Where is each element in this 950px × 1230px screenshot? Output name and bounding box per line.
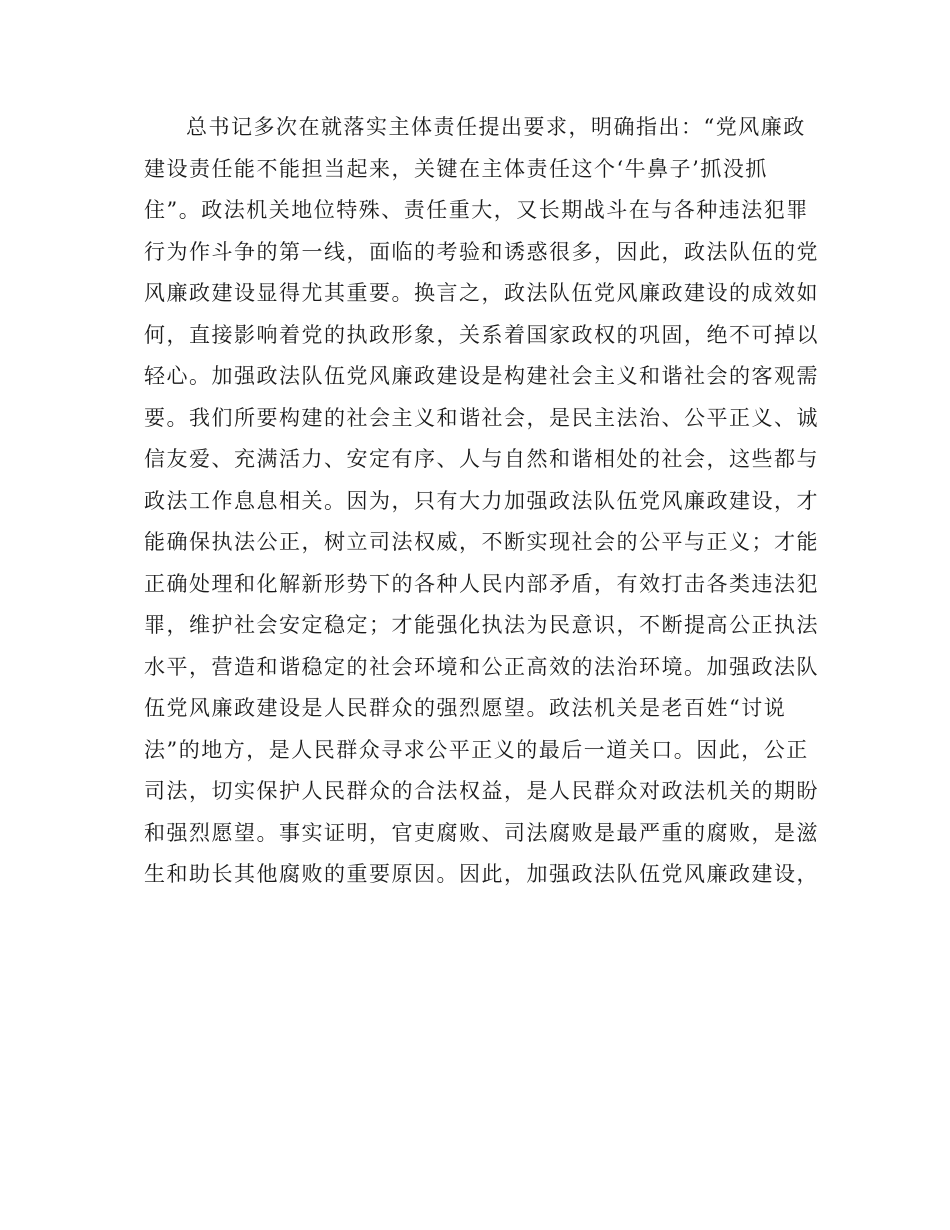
paragraph-line: 政法工作息息相关。因为，只有大力加强政法队伍党风廉政建设，才 bbox=[144, 488, 819, 513]
paragraph-line: 伍党风廉政建设是人民群众的强烈愿望。政法机关是老百姓“讨说 bbox=[144, 696, 787, 720]
paragraph-line: 建设责任能不能担当起来，关键在主体责任这个‘牛鼻子’抓没抓 bbox=[144, 156, 768, 181]
paragraph-line: 轻心。加强政法队伍党风廉政建设是构建社会主义和谐社会的客观需 bbox=[144, 364, 819, 388]
paragraph-line: 罪，维护社会安定稳定；才能强化执法为民意识，不断提高公正执法 bbox=[144, 613, 819, 637]
paragraph-line: 能确保执法公正，树立司法权威，不断实现社会的公平与正义；才能 bbox=[144, 530, 819, 554]
paragraph-line: 风廉政建设显得尤其重要。换言之，政法队伍党风廉政建设的成效如 bbox=[144, 281, 819, 305]
paragraph-line: 何，直接影响着党的执政形象，关系着国家政权的巩固，绝不可掉以 bbox=[144, 322, 819, 347]
paragraph-line: 水平，营造和谐稳定的社会环境和公正高效的法治环境。加强政法队 bbox=[144, 654, 819, 679]
paragraph-line: 行为作斗争的第一线，面临的考验和诱惑很多，因此，政法队伍的党 bbox=[144, 239, 819, 264]
paragraph-line: 法”的地方，是人民群众寻求公平正义的最后一道关口。因此，公正 bbox=[144, 737, 809, 762]
paragraph-line: 信友爱、充满活力、安定有序、人与自然和谐相处的社会，这些都与 bbox=[144, 447, 819, 471]
paragraph-line: 司法，切实保护人民群众的合法权益，是人民群众对政法机关的期盼 bbox=[144, 779, 819, 803]
paragraph-line: 和强烈愿望。事实证明，官吏腐败、司法腐败是最严重的腐败，是滋 bbox=[144, 820, 819, 845]
paragraph-line: 总书记多次在就落实主体责任提出要求，明确指出：“党风廉政 bbox=[186, 115, 806, 139]
paragraph-line: 正确处理和化解新形势下的各种人民内部矛盾，有效打击各类违法犯 bbox=[144, 571, 819, 596]
paragraph-line: 住”。政法机关地位特殊、责任重大，又长期战斗在与各种违法犯罪 bbox=[144, 198, 809, 222]
body-paragraph bbox=[144, 107, 824, 896]
paragraph-line: 要。我们所要构建的社会主义和谐社会，是民主法治、公平正义、诚 bbox=[144, 405, 819, 430]
paragraph-line: 生和助长其他腐败的重要原因。因此，加强政法队伍党风廉政建设， bbox=[144, 862, 819, 886]
